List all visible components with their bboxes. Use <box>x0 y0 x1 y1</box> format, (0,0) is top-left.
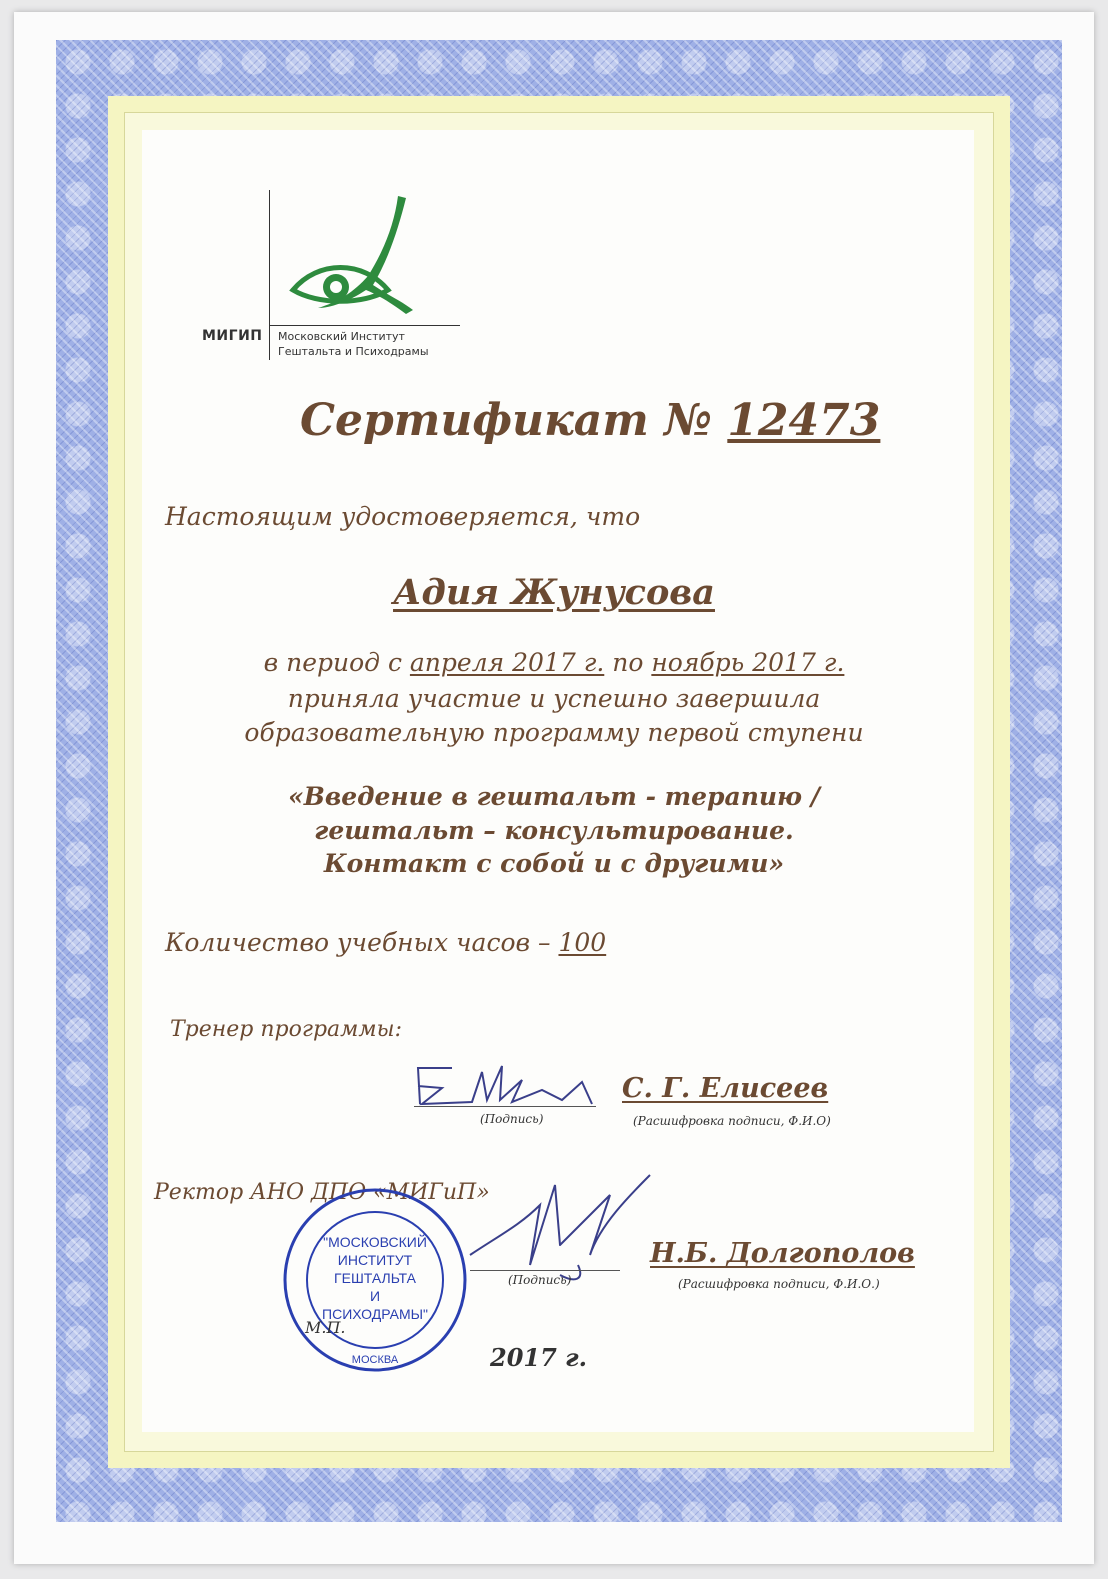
hours-line <box>165 928 606 957</box>
rector-name: Н.Б. Долгополов <box>650 1238 915 1269</box>
seal-place-label: М.П. <box>305 1318 346 1337</box>
stamp-line4: И <box>369 1288 381 1304</box>
rector-signature-caption: (Подпись) <box>508 1273 572 1287</box>
rector-label: Ректор АНО ДПО «МИГиП» <box>154 1180 490 1205</box>
stamp-line3: ГЕШТАЛЬТА <box>334 1270 416 1286</box>
period-line <box>0 648 1108 677</box>
title-prefix: Сертификат № <box>300 395 712 446</box>
logo-horizontal-line <box>270 325 460 326</box>
certificate-number: 12473 <box>727 395 881 446</box>
period-prefix: в период с <box>263 648 402 677</box>
recipient-name: Адия Жунусова <box>393 572 715 613</box>
logo-name-line2: Гештальта и Психодрамы <box>278 345 429 358</box>
rector-name-caption: (Расшифровка подписи, Ф.И.О.) <box>678 1277 880 1291</box>
trainer-label: Тренер программы: <box>170 1017 402 1042</box>
period-end: ноябрь 2017 г. <box>651 648 845 677</box>
completion-line: приняла участие и успешно завершила <box>287 684 821 713</box>
program-title-line1: «Введение в гештальт - терапию / <box>288 782 820 811</box>
trainer-signature-icon <box>412 1060 602 1110</box>
eye-logo-icon <box>278 190 438 325</box>
institute-logo <box>198 190 468 370</box>
program-title-line3: Контакт с собой и с другими» <box>323 849 785 878</box>
logo-vertical-line <box>269 190 270 360</box>
hours-label: Количество учебных часов – <box>165 928 551 957</box>
stamp-line2: ИНСТИТУТ <box>337 1252 413 1268</box>
logo-name-line1: Московский Институт <box>278 330 405 343</box>
program-level-line: образовательную программу первой ступени <box>244 718 864 747</box>
hours-value: 100 <box>558 928 607 957</box>
program-title-line2: гештальт – консультирование. <box>314 816 794 845</box>
stamp-line5: ПСИХОДРАМЫ" <box>322 1306 428 1322</box>
issue-year: 2017 г. <box>490 1343 588 1372</box>
rector-signature-line <box>470 1270 620 1271</box>
certificate-title <box>300 395 880 446</box>
institute-stamp-icon <box>280 1185 470 1375</box>
intro-text: Настоящим удостоверяется, что <box>165 502 641 531</box>
trainer-name-caption: (Расшифровка подписи, Ф.И.О) <box>633 1114 831 1128</box>
period-start: апреля 2017 г. <box>409 648 605 677</box>
trainer-signature-line <box>414 1106 596 1107</box>
trainer-signature-caption: (Подпись) <box>480 1112 544 1126</box>
period-mid: по <box>612 648 644 677</box>
stamp-city: МОСКВА <box>351 1354 399 1366</box>
stamp-line1: "МОСКОВСКИЙ <box>323 1234 427 1250</box>
logo-abbreviation: МИГИП <box>202 328 263 344</box>
trainer-name: С. Г. Елисеев <box>622 1073 829 1104</box>
